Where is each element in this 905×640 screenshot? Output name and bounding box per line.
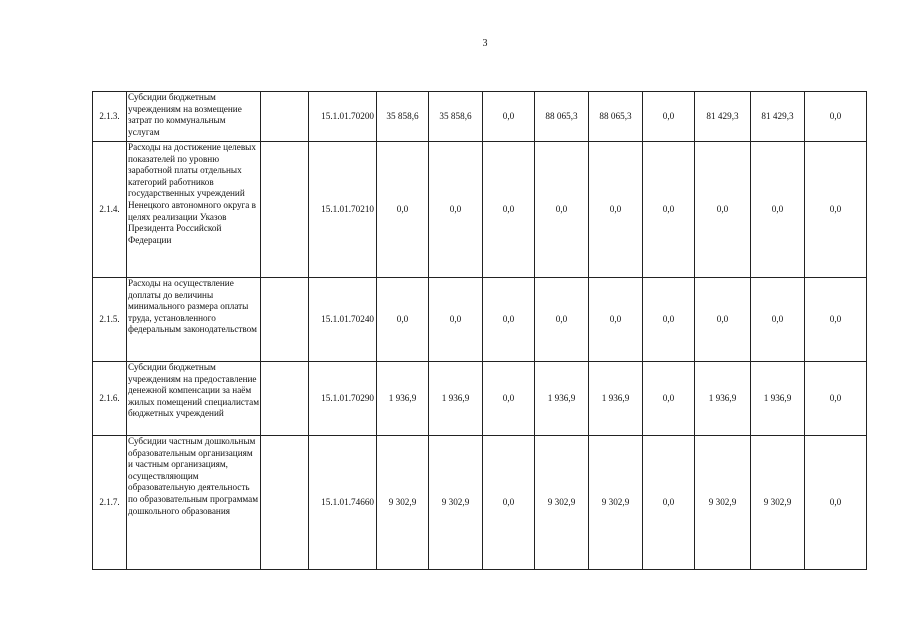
row-number-cell: 2.1.5. (93, 278, 127, 362)
row-value-cell: 35 858,6 (429, 92, 483, 142)
row-value-cell: 0,0 (805, 92, 867, 142)
row-code-cell: 15.1.01.74660 (309, 436, 377, 570)
row-value-cell: 9 302,9 (429, 436, 483, 570)
table-body (93, 92, 867, 570)
row-value-cell: 0,0 (483, 436, 535, 570)
row-value-cell: 0,0 (805, 142, 867, 278)
row-value-cell: 0,0 (643, 362, 695, 436)
row-value-cell: 88 065,3 (589, 92, 643, 142)
row-value-cell: 0,0 (695, 142, 751, 278)
row-value-cell: 0,0 (643, 142, 695, 278)
row-value-cell: 9 302,9 (589, 436, 643, 570)
row-blank-cell (261, 436, 309, 570)
row-value-cell: 1 936,9 (377, 362, 429, 436)
row-value-cell: 0,0 (535, 142, 589, 278)
row-value-cell: 0,0 (751, 142, 805, 278)
row-code-cell: 15.1.01.70290 (309, 362, 377, 436)
row-value-cell: 0,0 (805, 436, 867, 570)
row-description-cell: Субсидии бюджетным учреждениям на предоставление денежной компенсации за наём жилых помещений специалистам бюджетных учреждений (127, 362, 261, 436)
row-value-cell: 0,0 (429, 142, 483, 278)
row-blank-cell (261, 362, 309, 436)
row-value-cell: 0,0 (643, 92, 695, 142)
row-value-cell: 0,0 (483, 92, 535, 142)
row-description-cell: Субсидии бюджетным учреждениям на возмещение затрат по коммунальным услугам (127, 92, 261, 142)
row-value-cell: 0,0 (535, 278, 589, 362)
row-code-cell: 15.1.01.70240 (309, 278, 377, 362)
row-number-cell: 2.1.6. (93, 362, 127, 436)
table-row (93, 362, 867, 436)
row-value-cell: 0,0 (751, 278, 805, 362)
row-value-cell: 9 302,9 (695, 436, 751, 570)
row-blank-cell (261, 142, 309, 278)
table-row (93, 142, 867, 278)
row-code-cell: 15.1.01.70200 (309, 92, 377, 142)
budget-table (92, 91, 867, 570)
row-value-cell: 9 302,9 (535, 436, 589, 570)
row-value-cell: 1 936,9 (751, 362, 805, 436)
row-value-cell: 1 936,9 (535, 362, 589, 436)
row-value-cell: 0,0 (589, 278, 643, 362)
row-value-cell: 9 302,9 (377, 436, 429, 570)
row-value-cell: 0,0 (483, 142, 535, 278)
row-description-cell: Субсидии частным дошкольным образовательным организациям и частным организациям, осуществляющим образовательную деятельность по образовательным программам дошкольного образования (127, 436, 261, 570)
table-row (93, 436, 867, 570)
row-value-cell: 1 936,9 (695, 362, 751, 436)
row-value-cell: 0,0 (483, 278, 535, 362)
row-value-cell: 1 936,9 (589, 362, 643, 436)
table-row (93, 278, 867, 362)
row-number-cell: 2.1.3. (93, 92, 127, 142)
row-value-cell: 0,0 (429, 278, 483, 362)
row-number-cell: 2.1.7. (93, 436, 127, 570)
row-blank-cell (261, 278, 309, 362)
row-value-cell: 0,0 (377, 278, 429, 362)
row-description-cell: Расходы на достижение целевых показателей по уровню заработной платы отдельных категорий работников государственных учреждений Ненецкого автономного округа в целях реализации Указов Президента Российской Федерации (127, 142, 261, 278)
row-value-cell: 0,0 (483, 362, 535, 436)
row-value-cell: 81 429,3 (751, 92, 805, 142)
row-value-cell: 81 429,3 (695, 92, 751, 142)
row-value-cell: 0,0 (643, 278, 695, 362)
row-value-cell: 0,0 (589, 142, 643, 278)
row-blank-cell (261, 92, 309, 142)
row-value-cell: 88 065,3 (535, 92, 589, 142)
row-number-cell: 2.1.4. (93, 142, 127, 278)
row-value-cell: 9 302,9 (751, 436, 805, 570)
row-value-cell: 0,0 (695, 278, 751, 362)
row-value-cell: 35 858,6 (377, 92, 429, 142)
row-value-cell: 0,0 (643, 436, 695, 570)
row-code-cell: 15.1.01.70210 (309, 142, 377, 278)
page-number: 3 (482, 38, 488, 49)
row-value-cell: 0,0 (377, 142, 429, 278)
row-value-cell: 1 936,9 (429, 362, 483, 436)
row-value-cell: 0,0 (805, 278, 867, 362)
table-row (93, 92, 867, 142)
row-description-cell: Расходы на осуществление доплаты до величины минимального размера оплаты труда, установленного федеральным законодательством (127, 278, 261, 362)
row-value-cell: 0,0 (805, 362, 867, 436)
